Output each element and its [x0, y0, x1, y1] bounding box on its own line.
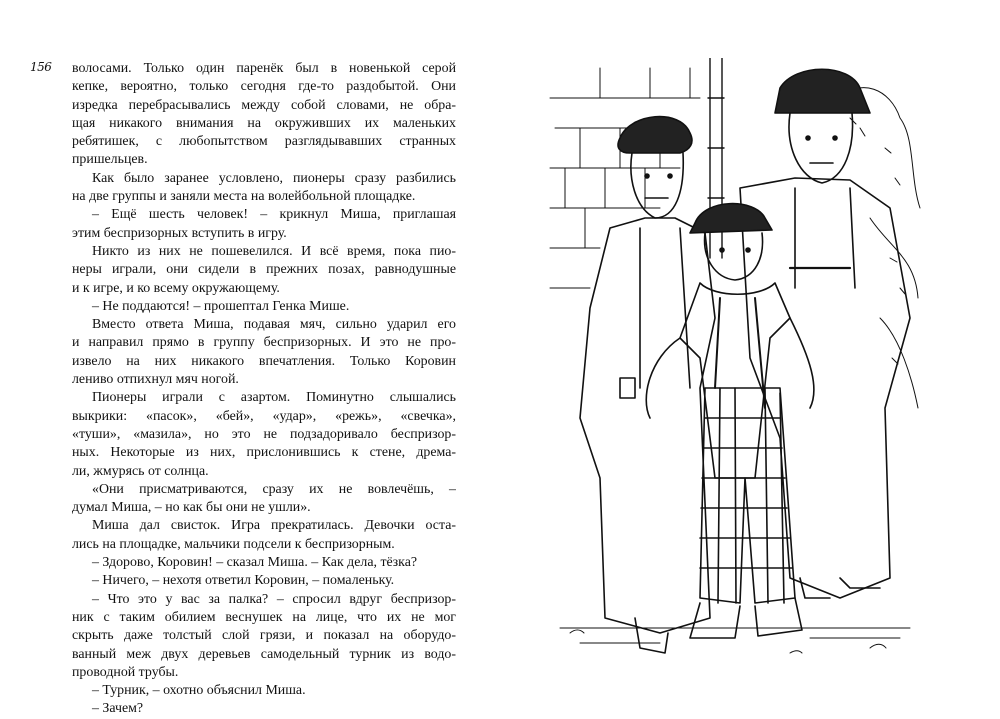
text-line: кепке, вероятно, только сегодня где-то раздобытой. Они	[72, 79, 456, 95]
text-line: выкрики: «пасок», «бей», «удар», «режь», «свечка»,	[72, 408, 456, 424]
text-line: Миша дал свисток. Игра прекратилась. Девочки оста-	[92, 518, 456, 534]
text-line: – Что это у вас за палка? – спросил вдруг беспризор-	[92, 591, 456, 607]
text-line: ник с таким обилием веснушек на лице, что их не мог	[72, 609, 456, 625]
text-line: этим беспризорных вступить в игру.	[72, 225, 287, 241]
text-line: – Здорово, Коровин! – сказал Миша. – Как дела, тёзка?	[92, 555, 418, 571]
text-line: Никто из них не пошевелился. И всё время, пока пио-	[92, 243, 456, 259]
text-line: лись на площадке, мальчики подсели к беспризорным.	[72, 536, 395, 552]
text-line: волосами. Только один паренёк был в новенькой серой	[72, 61, 456, 76]
text-line: лениво отпихнул мяч ногой.	[72, 372, 239, 388]
ground	[560, 628, 910, 653]
text-line: и направил прямо в группу беспризорных. И это не про-	[72, 335, 456, 351]
text-line: на две группы и заняли места на волейбольной площадке.	[72, 189, 416, 205]
text-line: ли, жмурясь от солнца.	[72, 463, 209, 479]
text-line: думал Миша, – но как бы они не ушли».	[72, 500, 311, 516]
text-line: ребятишек, с любопытством разглядывавших странных	[72, 134, 456, 150]
text-line: проводной трубы.	[72, 664, 179, 680]
text-line: скрыть даже толстый слой грязи, и показал на оборудо-	[72, 628, 456, 644]
text-line: щая никакого внимания на окруживших их маленьких	[72, 115, 456, 131]
brick-wall	[550, 68, 700, 288]
page-number: 156	[30, 60, 52, 74]
text-line: – Зачем?	[92, 701, 144, 717]
ink-illustration	[540, 58, 922, 658]
middle-boy	[646, 204, 814, 638]
text-line: Пионеры играли с азартом. Поминутно слышались	[92, 390, 456, 406]
right-boy	[740, 69, 910, 598]
text-line: ванный меж двух деревьев самодельный турник из водо-	[72, 646, 456, 662]
text-line: Вместо ответа Миша, подавая мяч, сильно ударил его	[92, 317, 456, 333]
text-line: – Ничего, – нехотя ответил Коровин, – помаленьку.	[92, 573, 395, 589]
text-line: и к игре, и ко всему окружающему.	[72, 280, 280, 296]
text-line: извело на них никакого впечатления. Только Коровин	[72, 353, 456, 369]
body-text	[72, 60, 456, 719]
text-line: – Ещё шесть человек! – крикнул Миша, приглашая	[92, 207, 456, 223]
text-line: «туши», «мазила», но это не подзадоривало беспризор-	[72, 426, 456, 442]
text-line: – Турник, – охотно объяснил Миша.	[92, 683, 306, 699]
text-line: пришельцев.	[72, 152, 148, 168]
text-line: – Не поддаются! – прошептал Генка Мише.	[92, 298, 350, 314]
text-line: «Они присматриваются, сразу их не вовлечёшь, –	[92, 481, 456, 497]
illustration-three-street-boys	[540, 58, 922, 658]
text-line: Как было заранее условлено, пионеры сразу разбились	[92, 170, 456, 186]
text-line: ных. Некоторые из них, прислонившись к стене, дрема-	[72, 445, 456, 461]
text-line: изредка перебрасывались между собой словами, не обра-	[72, 97, 456, 113]
text-line: неры играли, они сидели в прежних позах, равнодушные	[72, 262, 456, 278]
